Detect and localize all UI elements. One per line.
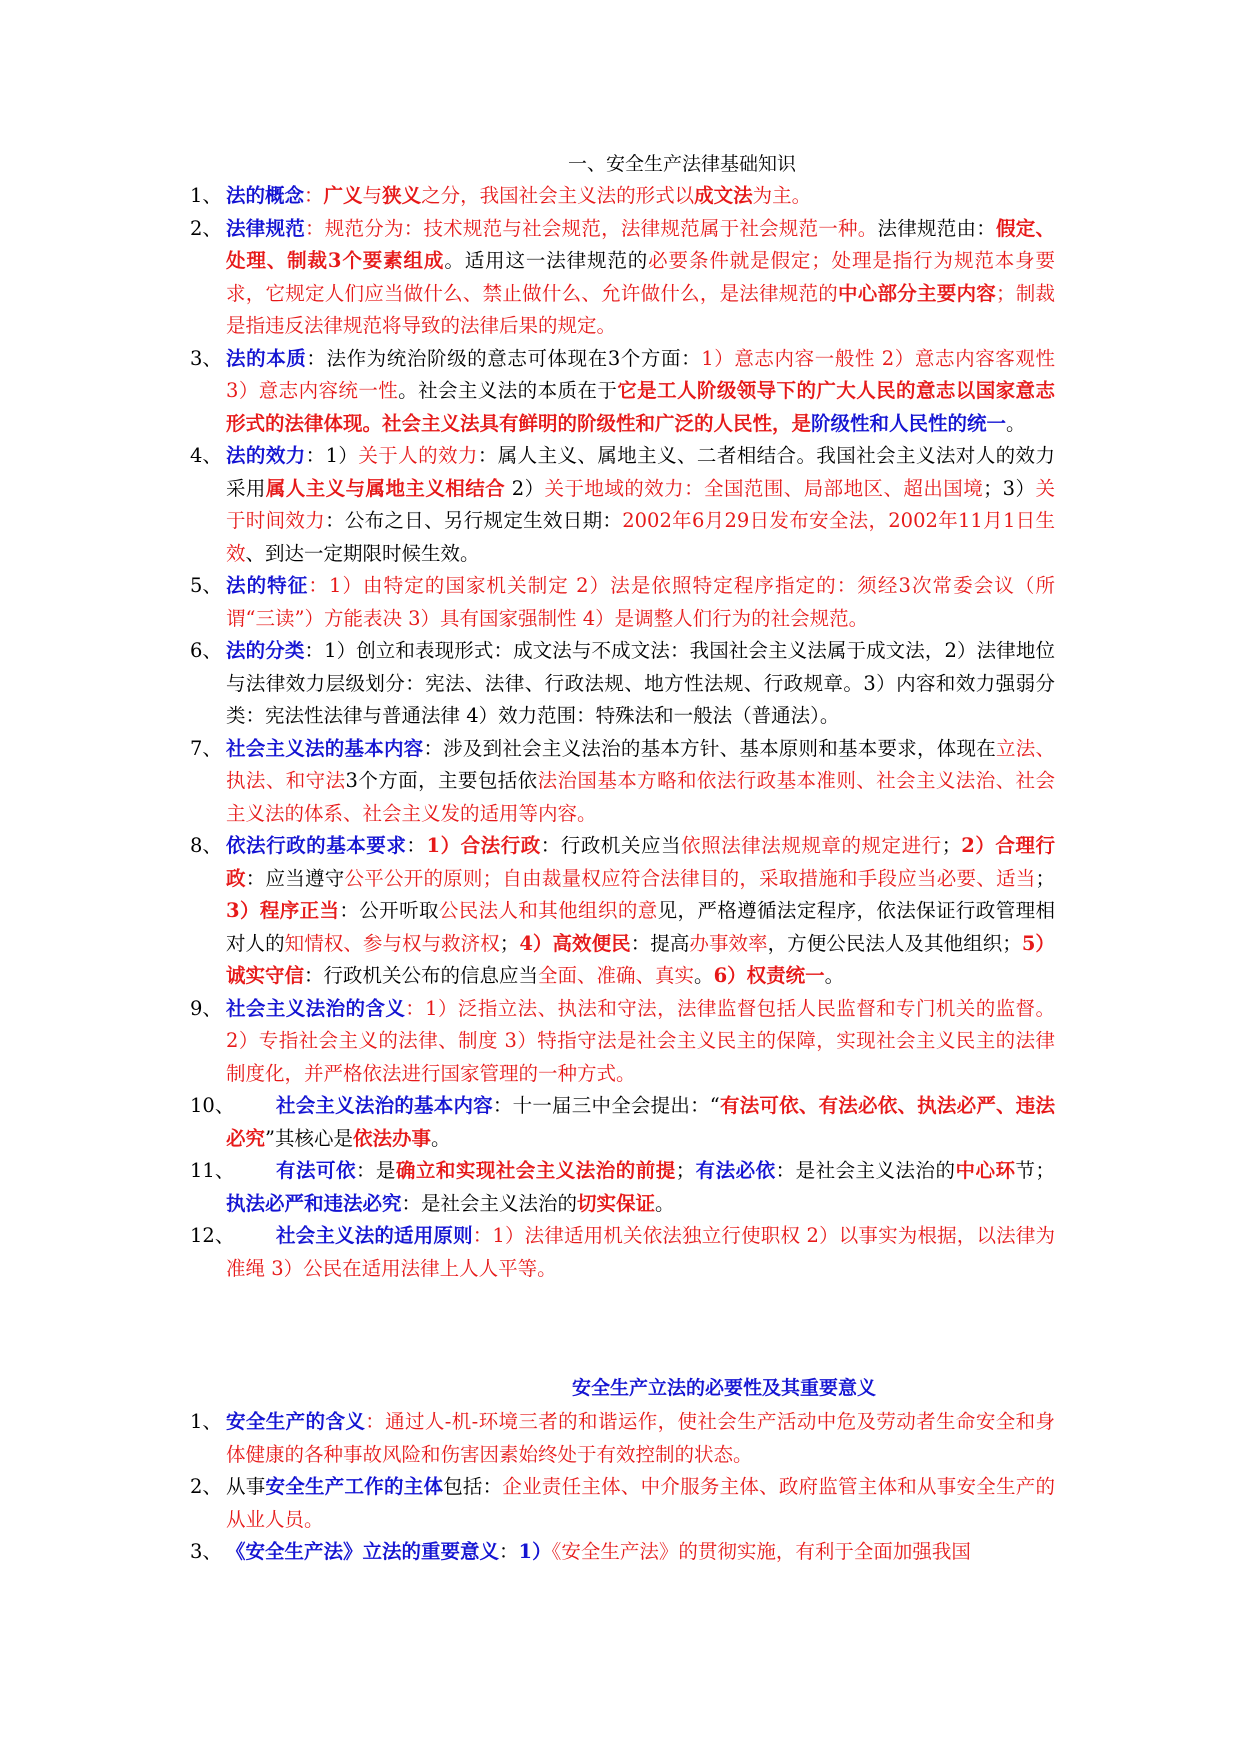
list-item xyxy=(0,180,1241,213)
item-text-run: 确立和实现社会主义法治的前提 xyxy=(395,1159,676,1182)
item-text xyxy=(226,343,1062,441)
item-keyword: 有法可依 xyxy=(276,1159,356,1182)
item-keyword: 有法必依 xyxy=(695,1159,776,1182)
item-keyword: 法的特征 xyxy=(226,574,309,597)
item-text-run: 有法可依、有法必依、执法必严、违法必究 xyxy=(226,1094,1055,1150)
section-2-title: 安全生产立法的必要性及其重要意义 xyxy=(572,1377,877,1399)
item-text-run: ；制裁是指违反法律规范将导致的法律后果的规定。 xyxy=(226,281,1055,337)
item-number: 11、 xyxy=(190,1159,235,1182)
item-text-run: 。 xyxy=(824,964,845,987)
item-text-run: 立法、执法、和守法 xyxy=(226,736,1055,792)
item-text xyxy=(226,1536,1055,1569)
item-text-run: ； xyxy=(1035,866,1055,890)
list-item xyxy=(0,1220,1241,1285)
item-text-run: ：十一届三中全会提出：“ xyxy=(492,1094,720,1117)
item-text xyxy=(226,1155,1055,1220)
item-text-run: ； xyxy=(941,834,962,857)
item-number: 4、 xyxy=(190,444,222,467)
item-keyword: 社会主义法的基本内容 xyxy=(226,736,424,760)
item-number: 2、 xyxy=(190,1475,222,1498)
item-text-run: 1）合法行政 xyxy=(426,834,541,857)
item-number: 10、 xyxy=(190,1094,235,1117)
item-keyword: 依法行政的基本要求 xyxy=(226,834,407,857)
list-item xyxy=(0,1155,1241,1220)
item-keyword: 社会主义法治的基本内容 xyxy=(276,1094,493,1117)
item-text-run: 依法办事 xyxy=(353,1126,432,1150)
item-text-run: ：应当遵守 xyxy=(245,866,345,890)
item-text-run: ：行政机关应当 xyxy=(540,834,682,857)
item-text-run: ； xyxy=(499,931,520,955)
item-text-run: 广义 xyxy=(323,184,363,207)
item-text-run: ：属人主义、属地主义、二者相结合。我国社会主义法对人的效力采用 xyxy=(226,444,1055,500)
item-text-run: 3）程序正当 xyxy=(226,899,340,922)
item-text-run: ： xyxy=(304,184,324,207)
item-text-run: ：是 xyxy=(355,1159,396,1182)
item-text-run: 公民法人和其他组织的意 xyxy=(438,899,658,922)
item-text-run: 。社会主义法的本质在于 xyxy=(398,379,618,402)
item-keyword: 法的概念 xyxy=(226,184,305,207)
item-keyword: 社会主义法的适用原则 xyxy=(276,1224,473,1247)
item-number: 3、 xyxy=(190,1540,222,1563)
item-text xyxy=(226,635,1055,733)
item-text-run: ”其核心是 xyxy=(265,1126,353,1150)
item-text-run: ：1）泛指立法、执法和守法，法律监督包括人民监督和专门机关的监督。2）专指社会主义的法律、制度 3）特指守法是社会主义民主的保障，实现社会主义民主的法律制度化，并严格依法进行国家管理的一种方式。 xyxy=(226,996,1055,1085)
item-text xyxy=(226,733,1055,831)
item-text xyxy=(226,1471,1055,1536)
list-item xyxy=(0,343,1241,441)
item-text-run: 2002年6月29日发布安全法，2002年11月1日生效 xyxy=(226,509,1055,565)
item-text-run: ：是社会主义法治的 xyxy=(401,1191,578,1215)
item-keyword: 安全生产工作的主体 xyxy=(265,1475,444,1498)
item-keyword: 安全生产的含义 xyxy=(226,1410,366,1433)
item-text-run: ：涉及到社会主义法治的基本方针、基本原则和基本要求，体现在 xyxy=(423,736,996,760)
item-text-run: 。 xyxy=(655,1191,675,1215)
item-text-run: ：公开听取 xyxy=(339,899,439,922)
item-number: 1、 xyxy=(190,1410,222,1433)
item-text-run: 。 xyxy=(1006,411,1026,435)
item-text-run: 《安全生产法》的贯彻实施，有利于全面加强我国 xyxy=(551,1540,971,1563)
item-text-run: 4）高效便民 xyxy=(519,931,631,955)
list-item xyxy=(0,1536,1241,1569)
item-text-run: 2）合理行政 xyxy=(226,834,1055,890)
item-text-run: ：1）法律适用机关依法独立行使职权 2）以事实为根据，以法律为准绳 3）公民在适用法律上人人平等。 xyxy=(226,1224,1055,1280)
item-text xyxy=(226,1220,1055,1285)
item-text-run: 依照法律法规规章的规定进行 xyxy=(681,834,942,857)
item-keyword: 《安全生产法》立法的重要意义 xyxy=(226,1540,500,1563)
list-item xyxy=(0,1406,1241,1471)
list-item xyxy=(0,993,1241,1091)
item-text-run: 成文法 xyxy=(694,184,753,207)
item-keyword: 社会主义法治的含义 xyxy=(226,996,406,1020)
section-1-title: 一、安全生产法律基础知识 xyxy=(568,153,797,175)
item-text-run: 见，严格遵循法定程序，依法保证行政管理相对人的 xyxy=(226,899,1055,955)
item-keyword: 法的分类 xyxy=(226,639,305,662)
item-text-run: 1）意志内容一般性 2）意志内容客观性 3）意志内容统一性 xyxy=(226,346,1062,402)
item-text xyxy=(226,440,1055,570)
item-text-run: ：1） xyxy=(305,444,359,467)
item-text-run: ： xyxy=(499,1540,519,1563)
item-text-run: 企业责任主体、中介服务主体、政府监管主体和从事安全生产的从业人员。 xyxy=(226,1475,1055,1531)
item-text-run: 与 xyxy=(362,184,383,207)
item-text-run: ，方便公民法人及其他组织； xyxy=(767,931,1022,955)
list-item xyxy=(0,1471,1241,1536)
section-1-list xyxy=(0,180,1241,1285)
item-number: 2、 xyxy=(190,216,222,240)
item-text-run: 切实保证 xyxy=(577,1191,656,1215)
item-text-run: 。 xyxy=(694,964,714,987)
item-text-run: 办事效率 xyxy=(689,931,768,955)
item-text-run: 。 xyxy=(431,1126,451,1150)
item-text-run: 2） xyxy=(505,476,545,500)
item-text-run: ：提高 xyxy=(630,931,690,955)
item-text xyxy=(226,993,1055,1091)
item-text-run: ：法作为统治阶级的意志可体现在3个方面： xyxy=(306,346,702,370)
list-item xyxy=(0,570,1241,635)
item-text-run: 假定、处理、制裁3个要素组成 xyxy=(226,216,1055,272)
item-text-run: 它是工人阶级领导下的广大人民的意志以国家意志形式的法律体现。社会主义法具有鲜明的阶级性和广泛的人民性，是 xyxy=(226,379,1055,435)
item-text-run: 为主。 xyxy=(752,184,812,207)
item-text xyxy=(226,830,1055,993)
item-text-run: 中心环 xyxy=(955,1159,1016,1182)
item-number: 1、 xyxy=(190,184,222,207)
item-text-run: 5）诚实守信 xyxy=(226,931,1055,987)
item-number: 8、 xyxy=(190,834,222,857)
item-text-run: 公平公开的原则；自由裁量权应符合法律目的，采取措施和手段应当必要、适当 xyxy=(344,866,1036,890)
item-keyword: 阶级性和人民性的统一 xyxy=(811,411,1007,435)
section-2-list xyxy=(0,1406,1241,1569)
item-text-run: 关于时间效力 xyxy=(226,476,1055,532)
item-number: 3、 xyxy=(190,346,222,370)
item-text-run: 包括： xyxy=(443,1475,503,1498)
item-number: 7、 xyxy=(190,736,222,760)
item-keyword: 法的效力 xyxy=(226,444,306,467)
item-number: 12、 xyxy=(190,1224,235,1247)
list-item xyxy=(0,440,1241,570)
list-item xyxy=(0,733,1241,831)
item-text-run: ； xyxy=(675,1159,696,1182)
item-keyword: 执法必严和违法必究 xyxy=(226,1191,402,1215)
item-text-run: 关于人的效力 xyxy=(358,444,478,467)
item-text xyxy=(226,570,1055,635)
item-text-run: ：规范分为：技术规范与社会规范，法律规范属于社会规范一种。 xyxy=(304,216,878,240)
item-text-run: ：公布之日、另行规定生效日期： xyxy=(325,509,623,532)
item-text-run: 狭义 xyxy=(382,184,422,207)
item-text-run: 中心部分主要内容 xyxy=(838,281,996,305)
item-text-run: 、到达一定期限时候生效。 xyxy=(245,541,480,565)
item-text-run: ；3） xyxy=(983,476,1036,500)
item-text-run: 6）权责统一 xyxy=(713,964,825,987)
item-text-run: 知情权、参与权与救济权 xyxy=(284,931,500,955)
item-text-run: 节； xyxy=(1015,1159,1055,1182)
item-text-run: ：是社会主义法治的 xyxy=(775,1159,956,1182)
item-text xyxy=(226,213,1055,343)
list-item xyxy=(0,635,1241,733)
item-text-run: ： xyxy=(406,834,427,857)
item-text-run: ：1）创立和表现形式：成文法与不成文法：我国社会主义法属于成文法，2）法律地位与法律效力层级划分：宪法、法律、行政法规、地方性法规、行政规章。3）内容和效力强弱分类：宪法性法律与普通法律 4）效力范围：特殊法和一般法（普通法）。 xyxy=(226,639,1055,727)
list-item xyxy=(0,830,1241,993)
item-text-run: 之分，我国社会主义法的形式以 xyxy=(421,184,695,207)
item-keyword: 法律规范 xyxy=(226,216,305,240)
item-text-run: 关于地域的效力：全国范围、局部地区、超出国境 xyxy=(544,476,984,500)
item-text-run: ：行政机关公布的信息应当 xyxy=(304,964,539,987)
item-text-run: ：通过人-机-环境三者的和谐运作，使社会生产活动中危及劳动者生命安全和身体健康的各种事故风险和伤害因素始终处于有效控制的状态。 xyxy=(226,1410,1055,1466)
item-text-run: 必要条件就是假定；处理是指行为规范本身要求，它规定人们应当做什么、禁止做什么、允许做什么，是法律规范的 xyxy=(226,249,1055,305)
list-item xyxy=(0,213,1241,343)
list-item xyxy=(0,1090,1241,1155)
item-text-run: ：1）由特定的国家机关制定 2）法是依照特定程序指定的：须经3次常委会议（所谓“三读”）方能表决 3）具有国家强制性 4）是调整人们行为的社会规范。 xyxy=(226,574,1055,630)
item-text-run: 属人主义与属地主义相结合 xyxy=(265,476,506,500)
item-keyword: 1） xyxy=(518,1540,552,1563)
item-text xyxy=(226,1090,1055,1155)
item-text-run: 3个方面，主要包括依 xyxy=(345,769,538,792)
item-text xyxy=(226,1406,1055,1471)
item-number: 6、 xyxy=(190,639,222,662)
item-number: 9、 xyxy=(190,996,222,1020)
item-text-run: 法律规范由： xyxy=(877,216,996,240)
item-text-run: 从事 xyxy=(226,1475,266,1498)
item-text-run: 。适用这一法律规范的 xyxy=(444,249,649,272)
item-number: 5、 xyxy=(190,574,222,597)
item-text-run: 全面、准确、真实 xyxy=(538,964,695,987)
item-text xyxy=(226,180,1055,213)
item-text-run: 法治国基本方略和依法行政基本准则、社会主义法治、社会主义法的体系、社会主义发的适用等内容。 xyxy=(226,769,1055,825)
item-keyword: 法的本质 xyxy=(226,346,307,370)
